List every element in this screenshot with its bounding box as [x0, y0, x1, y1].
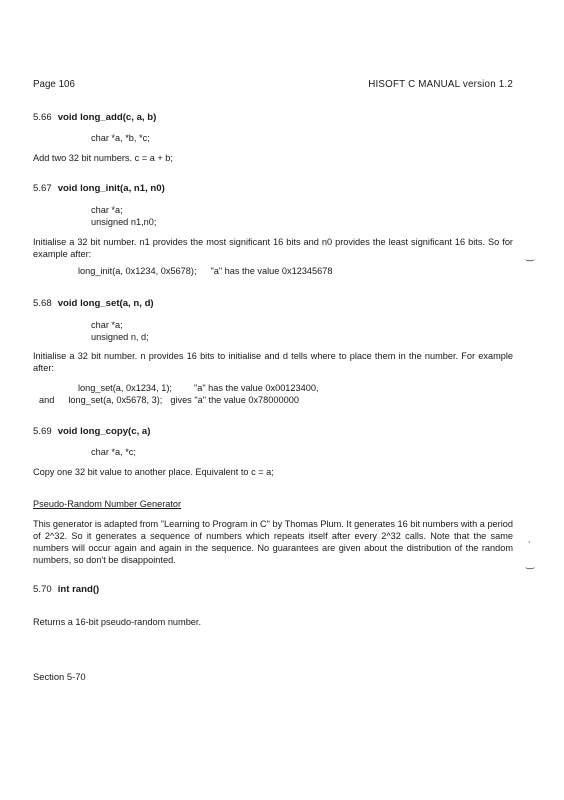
section-568-example-2 — [33, 395, 519, 407]
section-569-code — [33, 447, 564, 459]
code-line: unsigned n, d; — [91, 331, 149, 342]
section-570-heading — [33, 584, 513, 596]
section-number: 5.68 — [33, 298, 52, 309]
function-signature: void long_set(a, n, d) — [57, 298, 154, 309]
page-footer: Section 5-70 — [33, 671, 86, 682]
prng-description: This generator is adapted from "Learning to Program in C" by Thomas Plum. It generates 16 bit numbers with a period of 2^32. So it generates a sequence of numbers which repeats itself after every 2^32 calls. Note that the same numbers will occur again and again in the sequence. No guarantees are given about the distribution of the random numbers, so don't be disappointed. — [33, 519, 513, 565]
margin-mark-icon: , — [528, 535, 531, 544]
example-call: long_init(a, 0x1234, 0x5678); — [78, 266, 197, 276]
section-567-heading — [33, 183, 513, 195]
section-568-heading — [33, 298, 513, 310]
margin-mark-icon: ‿ — [526, 559, 535, 570]
example-result: "a" has the value 0x12345678 — [210, 266, 333, 276]
code-line: char *a, *b, *c; — [91, 133, 150, 143]
manual-title: HISOFT C MANUAL version 1.2 — [368, 79, 513, 90]
example-result: gives "a" the value 0x78000000 — [170, 395, 299, 405]
section-566-code — [33, 133, 564, 145]
code-line: unsigned n1,n0; — [91, 216, 157, 227]
section-number: 5.70 — [33, 584, 52, 595]
section-569-description: Copy one 32 bit value to another place. Equivalent to c = a; — [33, 467, 274, 477]
function-signature: void long_init(a, n1, n0) — [57, 183, 165, 194]
function-signature: void long_copy(c, a) — [57, 426, 151, 437]
section-566-description: Add two 32 bit numbers. c = a + b; — [33, 153, 173, 163]
section-567-description: Initialise a 32 bit number. n1 provides the most significant 16 bits and n0 provides the least significant 16 bits. So for example after: — [33, 237, 513, 259]
section-number: 5.67 — [33, 183, 52, 194]
code-line: char *a, *c; — [91, 447, 136, 457]
example-call: long_set(a, 0x1234, 1); — [78, 383, 172, 393]
prng-section-title: Pseudo-Random Number Generator — [33, 499, 182, 509]
section-569-heading — [33, 426, 513, 438]
section-568-code — [33, 320, 564, 344]
page-header — [33, 79, 513, 93]
code-line: char *a; — [91, 205, 123, 215]
section-570-description: Returns a 16-bit pseudo-random number. — [33, 617, 202, 627]
section-number: 5.66 — [33, 112, 52, 123]
section-number: 5.69 — [33, 426, 52, 437]
example-conjunction: and — [39, 395, 55, 405]
code-line: char *a; — [91, 320, 123, 330]
example-call: long_set(a, 0x5678, 3); — [68, 395, 163, 405]
page-number: Page 106 — [33, 79, 75, 90]
section-568-description: Initialise a 32 bit number. n provides 16 bits to initialise and d tells where to place them in the number. For example after: — [33, 351, 513, 373]
section-568-example-1 — [33, 383, 558, 395]
section-567-example — [33, 266, 558, 278]
manual-page — [33, 0, 513, 800]
section-567-code — [33, 205, 564, 229]
function-signature: int rand() — [57, 584, 100, 595]
section-566-heading — [33, 112, 513, 124]
example-result: "a" has the value 0x00123400, — [193, 383, 319, 393]
function-signature: void long_add(c, a, b) — [57, 112, 157, 123]
margin-mark-icon: ‿ — [526, 251, 535, 262]
